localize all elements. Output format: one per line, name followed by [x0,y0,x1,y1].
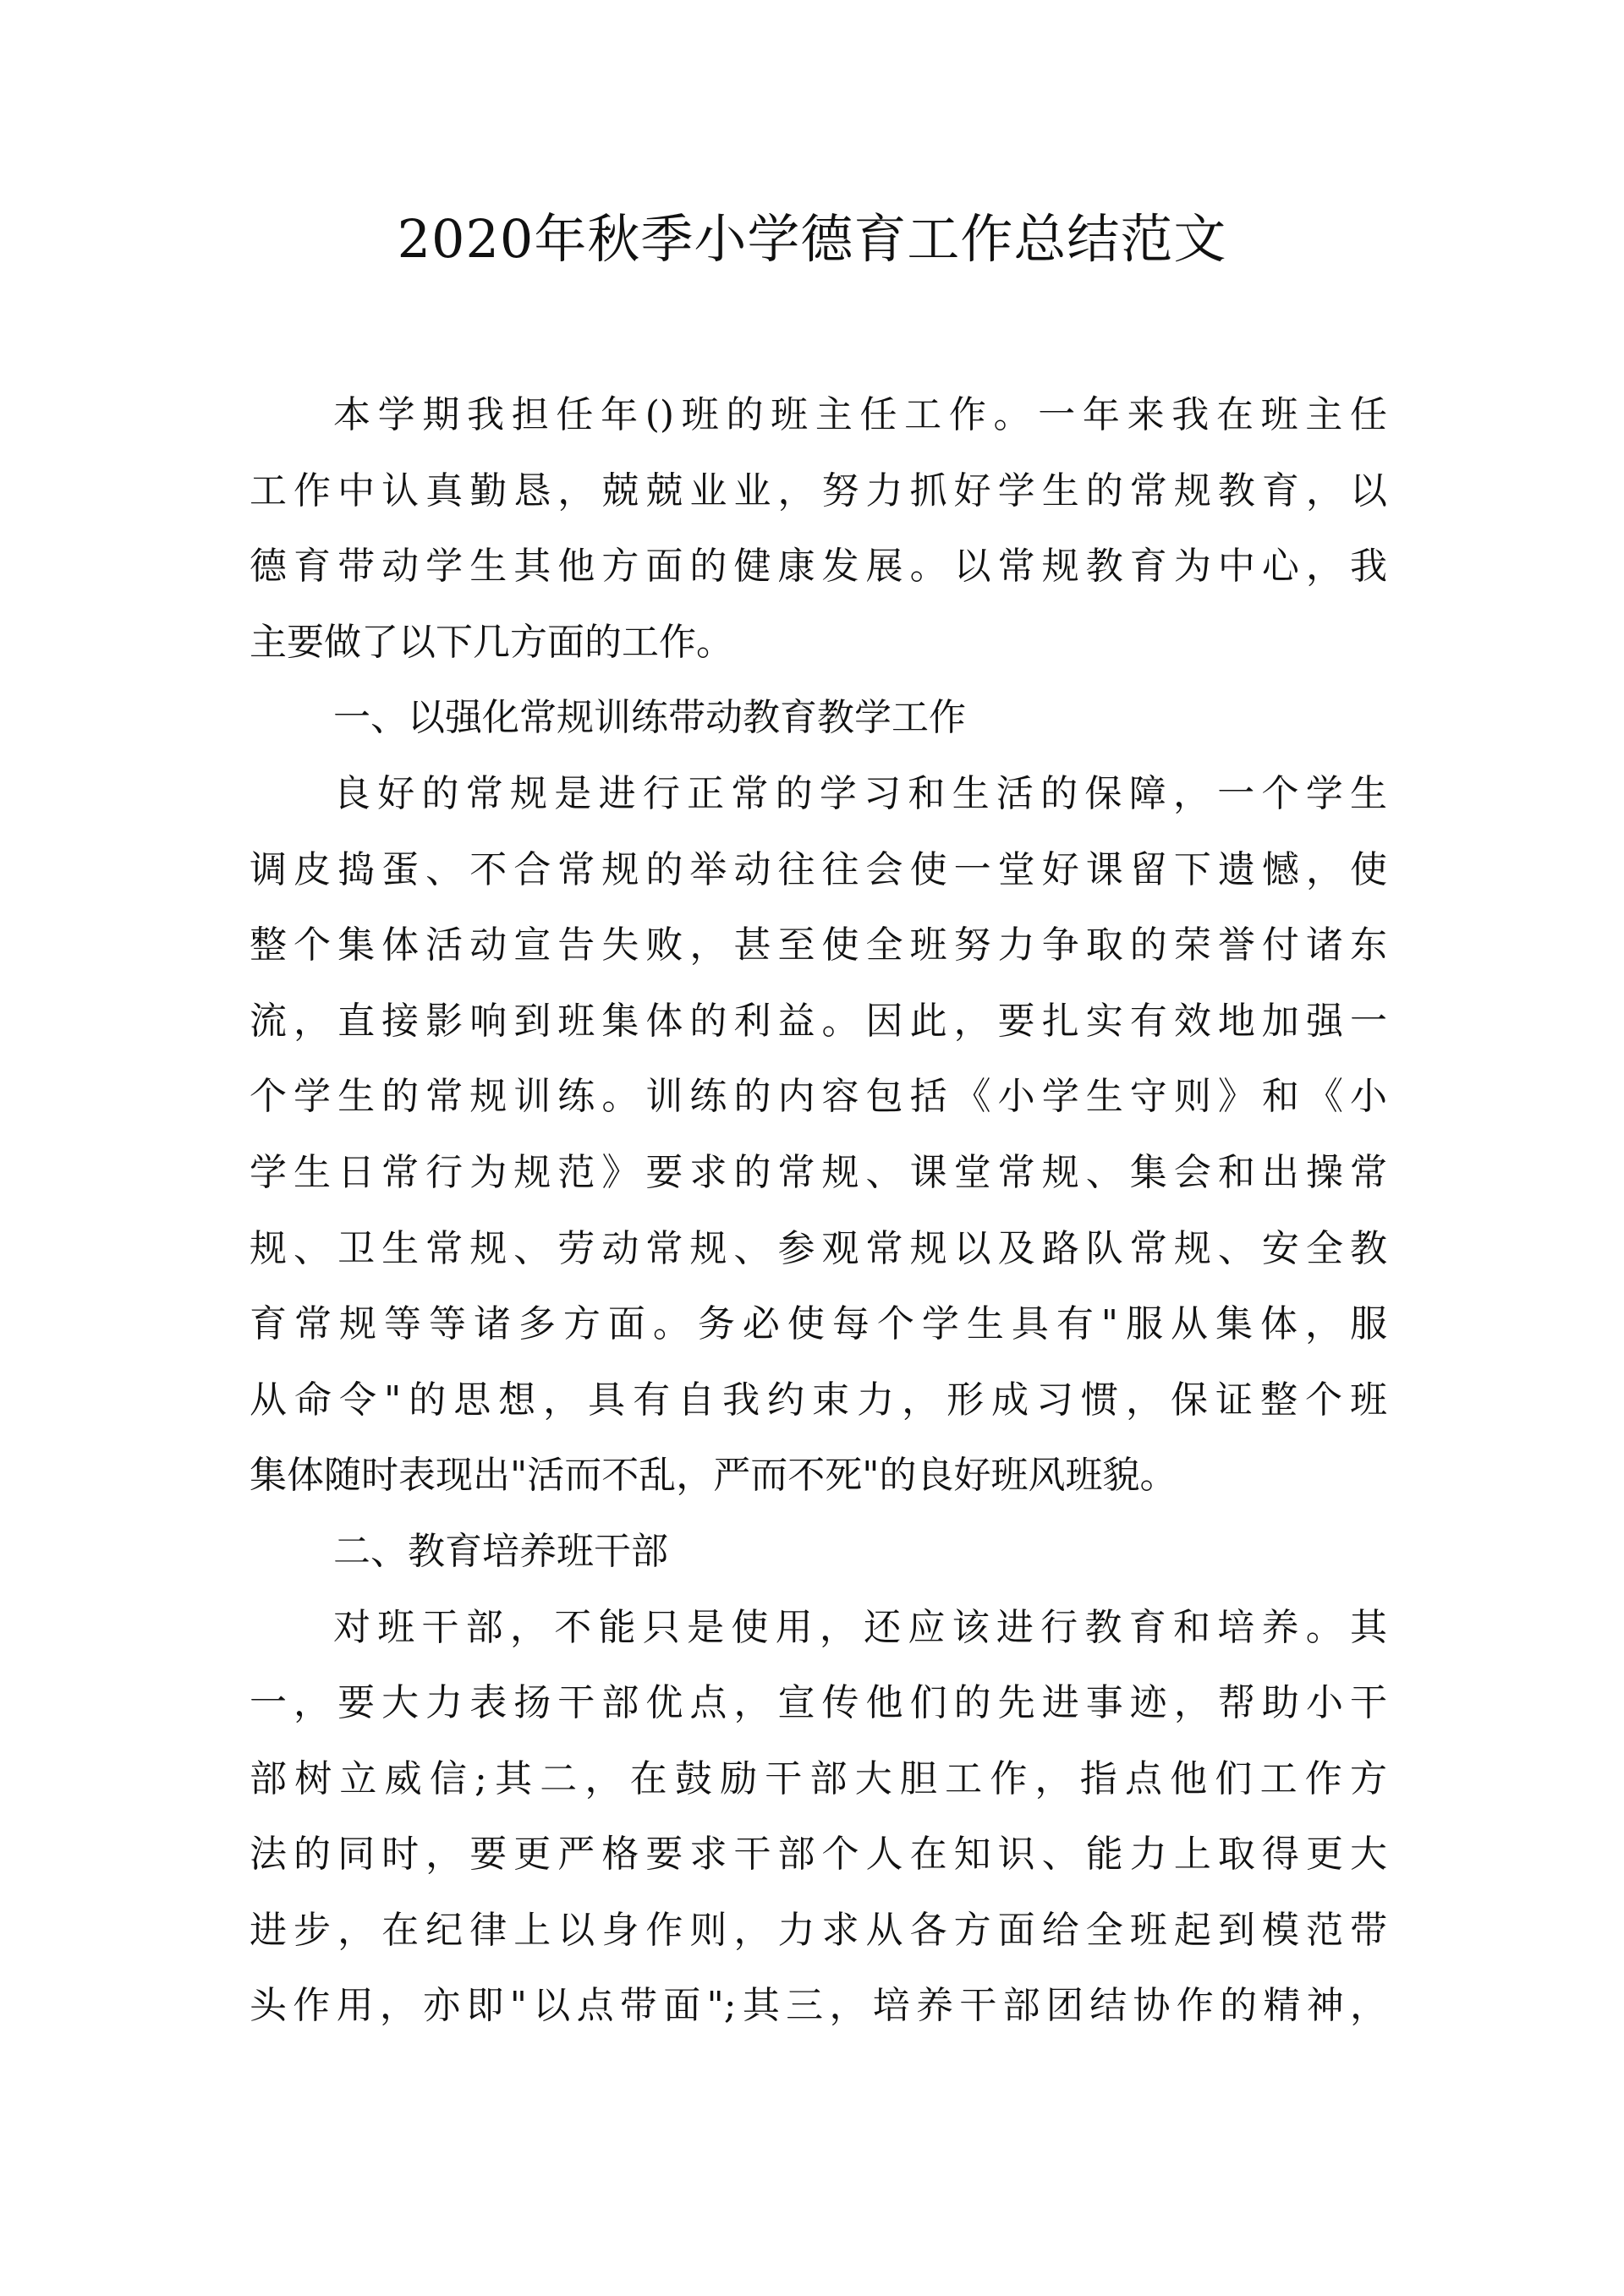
paragraph-line: 规、卫生常规、劳动常规、参观常规以及路队常规、安全教 [250,1226,1387,1270]
paragraph-line: 本学期我担任年()班的班主任工作。一年来我在班主任 [333,393,1387,436]
paragraph-line: 一，要大力表扬干部优点，宣传他们的先进事迹，帮助小干 [250,1681,1387,1725]
paragraph-line: 主要做了以下几方面的工作。 [250,620,733,664]
paragraph-line: 对班干部，不能只是使用，还应该进行教育和培养。其 [333,1605,1387,1649]
paragraph-line: 法的同时，要更严格要求干部个人在知识、能力上取得更大 [250,1833,1387,1877]
paragraph-line: 整个集体活动宣告失败，甚至使全班努力争取的荣誉付诸东 [250,923,1387,967]
paragraph-line: 工作中认真勤恳，兢兢业业，努力抓好学生的常规教育，以 [250,469,1387,512]
document-body [250,377,1387,2044]
paragraph-line: 学生日常行为规范》要求的常规、课堂常规、集会和出操常 [250,1150,1387,1194]
paragraph-line: 良好的常规是进行正常的学习和生活的保障，一个学生 [333,771,1387,815]
paragraph-line: 头作用，亦即"以点带面";其三，培养干部团结协作的精神， [250,1984,1387,2028]
section-heading: 二、教育培养班干部 [333,1529,668,1573]
document-title: 2020年秋季小学德育工作总结范文 [397,208,1227,270]
paragraph-line: 从命令"的思想，具有自我约束力，形成习惯，保证整个班 [250,1378,1387,1422]
paragraph-line: 个学生的常规训练。训练的内容包括《小学生守则》和《小 [250,1075,1387,1119]
paragraph-line: 德育带动学生其他方面的健康发展。以常规教育为中心，我 [250,545,1387,589]
paragraph-line: 流，直接影响到班集体的利益。因此，要扎实有效地加强一 [250,999,1387,1043]
section-heading: 一、以强化常规训练带动教育教学工作 [333,696,966,740]
paragraph-line: 进步，在纪律上以身作则，力求从各方面给全班起到模范带 [250,1908,1387,1952]
paragraph-line: 部树立威信;其二，在鼓励干部大胆工作，指点他们工作方 [250,1756,1387,1800]
paragraph-line: 集体随时表现出"活而不乱，严而不死"的良好班风班貌。 [250,1454,1177,1498]
paragraph-line: 育常规等等诸多方面。务必使每个学生具有"服从集体，服 [250,1302,1387,1346]
paragraph-line: 调皮捣蛋、不合常规的举动往往会使一堂好课留下遗憾，使 [250,847,1387,891]
